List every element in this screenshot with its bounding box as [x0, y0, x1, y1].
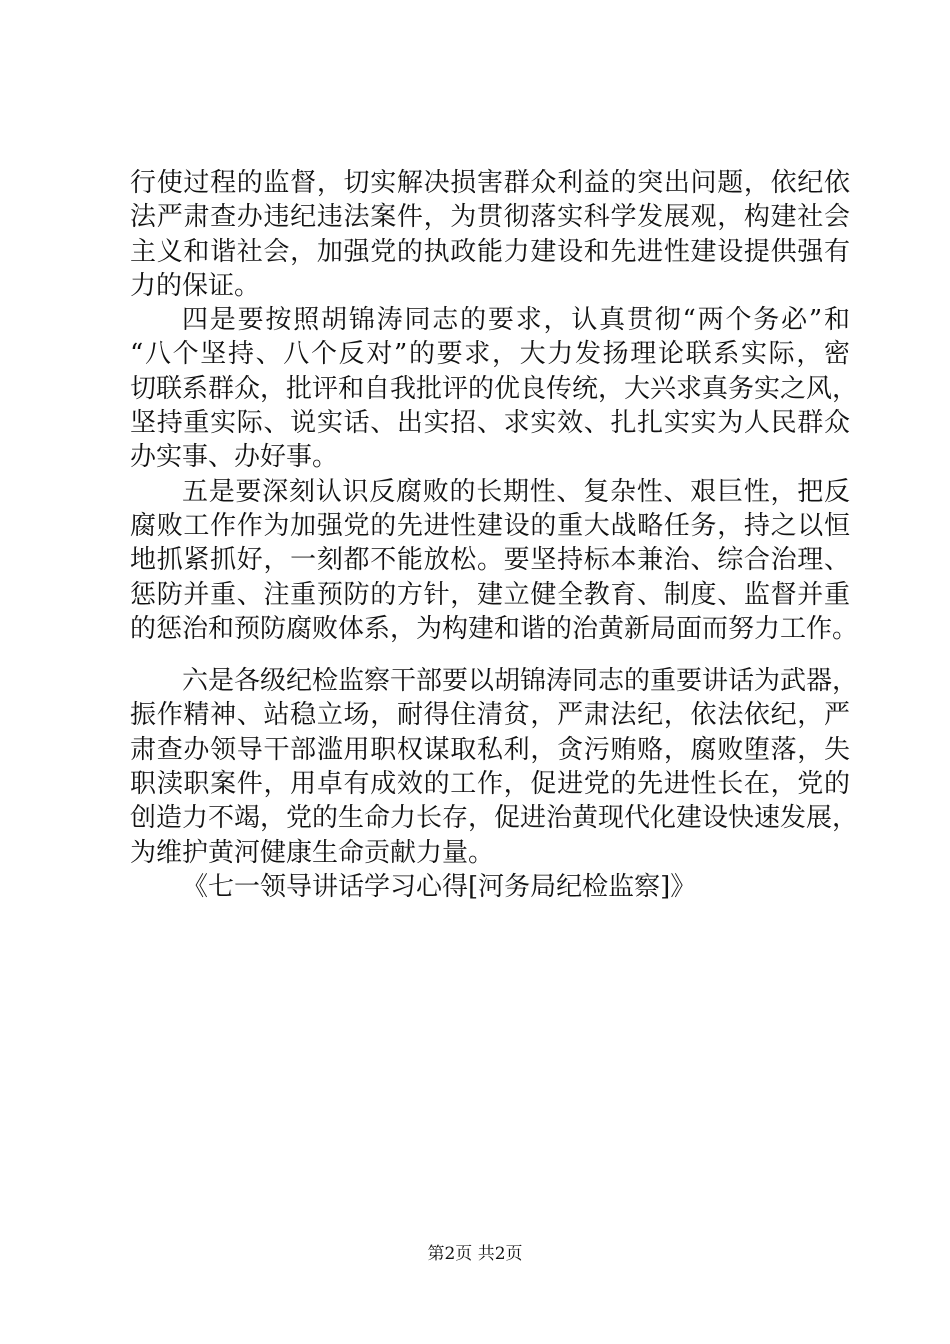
document-title-reference — [130, 870, 850, 904]
paragraph-4 — [130, 664, 859, 870]
page-number-footer: 第2页 共2页 — [427, 1244, 523, 1264]
paragraph-line: “八个坚持、八个反对”的要求，大力发扬理论联系实际，密 — [130, 339, 850, 370]
paragraph-line: 法严肃查办违纪违法案件，为贯彻落实科学发展观，构建社会 — [130, 202, 850, 233]
paragraph-line: 力的保证。 — [130, 270, 261, 301]
paragraph-line: 坚持重实际、说实话、出实招、求实效、扎扎实实为人民群众 — [130, 408, 850, 439]
paragraph-line: 的惩治和预防腐败体系，为构建和谐的治黄新局面而努力工作。 — [130, 613, 859, 644]
paragraph-2 — [130, 303, 859, 474]
paragraph-spacer — [130, 646, 850, 664]
paragraph-line: 惩防并重、注重预防的方针，建立健全教育、制度、监督并重 — [130, 579, 850, 610]
paragraph-line: 五是要深刻认识反腐败的长期性、复杂性、艰巨性，把反 — [182, 476, 850, 507]
paragraph-3 — [130, 475, 859, 646]
paragraph-line: 振作精神、站稳立场，耐得住清贫，严肃法纪，依法依纪，严 — [130, 700, 850, 731]
paragraph-line: 腐败工作作为加强党的先进性建设的重大战略任务，持之以恒 — [130, 510, 850, 541]
paragraph-line: 四是要按照胡锦涛同志的要求，认真贯彻“两个务必”和 — [182, 305, 850, 336]
paragraph-line: 办实事、办好事。 — [130, 442, 339, 473]
paragraph-line: 职渎职案件，用卓有成效的工作，促进党的先进性长在，党的 — [130, 769, 850, 800]
document-body — [130, 166, 859, 904]
paragraph-line: 肃查办领导干部滥用职权谋取私利，贪污贿赂，腐败堕落，失 — [130, 734, 850, 765]
paragraph-line: 主义和谐社会，加强党的执政能力建设和先进性建设提供强有 — [130, 236, 850, 267]
paragraph-1 — [130, 166, 850, 303]
paragraph-line: 行使过程的监督，切实解决损害群众利益的突出问题，依纪依 — [130, 168, 850, 198]
paragraph-line: 切联系群众，批评和自我批评的优良传统，大兴求真务实之风， — [130, 373, 859, 404]
paragraph-line: 为维护黄河健康生命贡献力量。 — [130, 837, 495, 868]
paragraph-line: 《七一领导讲话学习心得[河务局纪检监察]》 — [182, 871, 697, 902]
paragraph-line: 创造力不竭，党的生命力长存，促进治黄现代化建设快速发展， — [130, 803, 859, 834]
paragraph-line: 地抓紧抓好，一刻都不能放松。要坚持标本兼治、综合治理、 — [130, 545, 850, 576]
paragraph-line: 六是各级纪检监察干部要以胡锦涛同志的重要讲话为武器， — [182, 666, 859, 697]
